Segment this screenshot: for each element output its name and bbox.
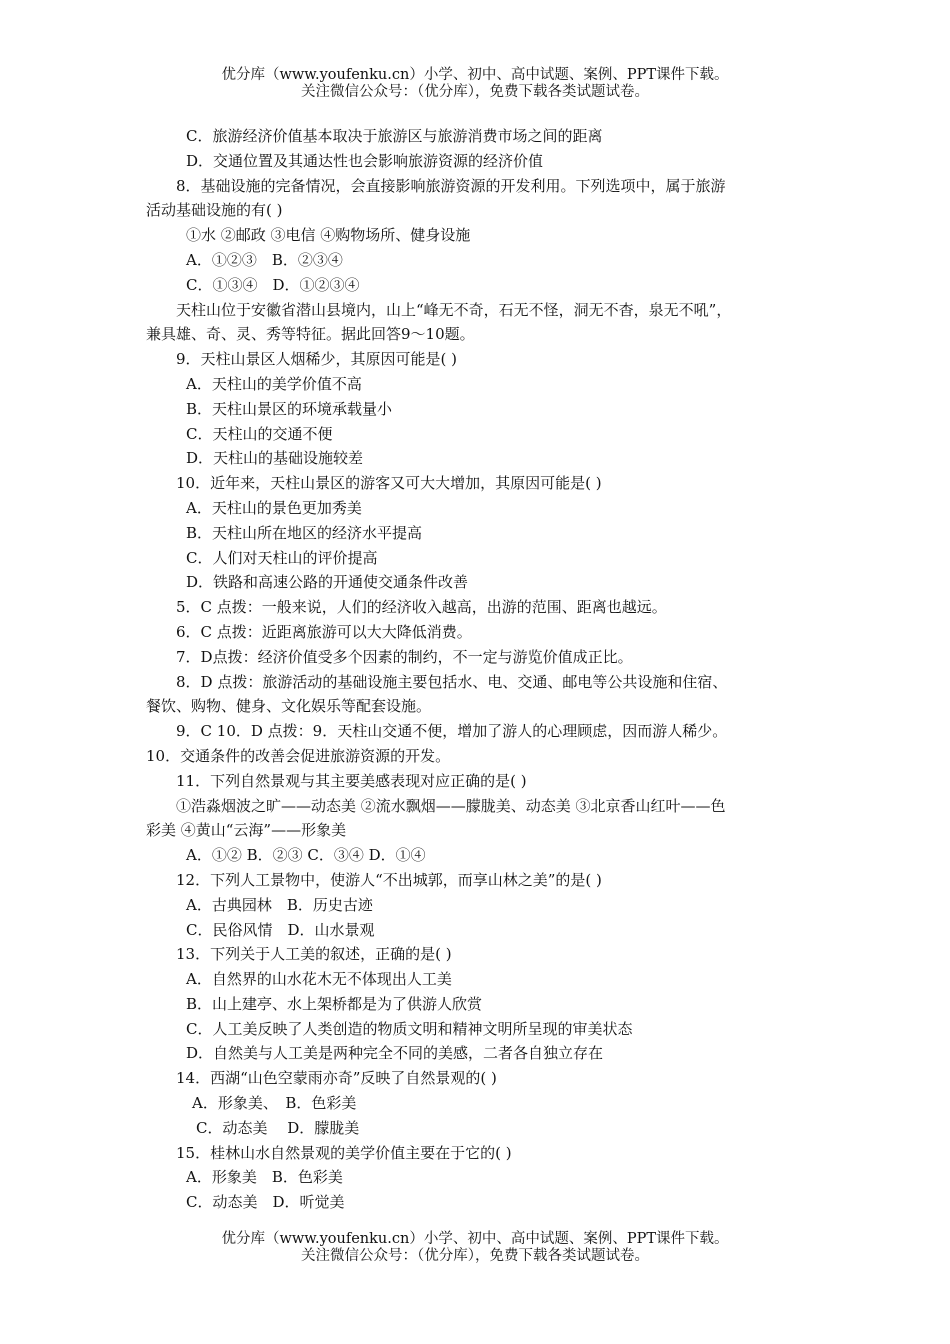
text-line: D．铁路和高速公路的开通使交通条件改善 [186, 573, 469, 592]
question-12: 12．下列人工景物中，使游人“不出城郭，而享山林之美”的是( ) [176, 870, 602, 889]
question-10: 10．近年来，天柱山景区的游客又可大大增加，其原因可能是( ) [176, 474, 602, 493]
text-line: A．古典园林 B．历史古迹 [186, 895, 373, 914]
page-footer [0, 1231, 950, 1265]
text-line: C．民俗风情 D．山水景观 [186, 920, 375, 939]
text-line: C．旅游经济价值基本取决于旅游区与旅游消费市场之间的距离 [186, 127, 603, 145]
text-line: A．天柱山的景色更加秀美 [186, 498, 362, 517]
text-line: D．交通位置及其通达性也会影响旅游资源的经济价值 [186, 151, 544, 170]
answer-line: 6．C 点拨：近距离旅游可以大大降低消费。 [176, 622, 472, 641]
text-line: B．天柱山景区的环境承载量小 [186, 399, 393, 418]
text-line: C．①③④ D．①②③④ [186, 275, 360, 294]
answer-line: 8．D 点拨：旅游活动的基础设施主要包括水、电、交通、邮电等公共设施和住宿、 [176, 672, 728, 691]
text-line: C．动态美 D．听觉美 [186, 1193, 345, 1212]
text-line: A．①② B．②③ C．③④ D．①④ [186, 846, 426, 865]
text-line: B．天柱山所在地区的经济水平提高 [186, 523, 423, 542]
answer-line: 7．D点拨：经济价值受多个因素的制约，不一定与游览价值成正比。 [176, 647, 633, 666]
answer-line: 餐饮、购物、健身、文化娱乐等配套设施。 [146, 697, 432, 716]
text-line: C．动态美 D．朦胧美 [196, 1118, 360, 1137]
answer-line: 9．C 10．D 点拨：9．天柱山交通不便，增加了游人的心理顾虑，因而游人稀少。 [176, 722, 728, 741]
text-line: D．天柱山的基础设施较差 [186, 449, 364, 468]
text-line: ①浩淼烟波之旷——动态美 ②流水飘烟——朦胧美、动态美 ③北京香山红叶——色 [176, 796, 726, 815]
answer-line: 5．C 点拨：一般来说，人们的经济收入越高，出游的范围、距离也越远。 [176, 598, 667, 617]
footer-line-1: 优分库（www.youfenku.cn）小学、初中、高中试题、案例、PPT课件下载。 [221, 1231, 729, 1247]
text-line: C．天柱山的交通不便 [186, 424, 333, 443]
text-line: A．天柱山的美学价值不高 [186, 374, 362, 393]
footer-line-2: 关注微信公众号：（优分库），免费下载各类试题试卷。 [301, 1248, 649, 1264]
text-line: 活动基础设施的有( ) [146, 201, 283, 220]
text-line: A．自然界的山水花木无不体现出人工美 [186, 970, 452, 989]
text-line: C．人们对天柱山的评价提高 [186, 548, 378, 567]
question-15: 15．桂林山水自然景观的美学价值主要在于它的( ) [176, 1143, 512, 1162]
document-body [146, 124, 826, 1215]
text-line: A．①②③ B．②③④ [186, 250, 343, 269]
page-header [0, 67, 950, 101]
question-9: 9．天柱山景区人烟稀少，其原因可能是( ) [176, 350, 458, 369]
question-8: 8．基础设施的完备情况，会直接影响旅游资源的开发利用。下列选项中，属于旅游 [176, 176, 726, 195]
text-line: B．山上建亭、水上架桥都是为了供游人欣赏 [186, 994, 483, 1013]
text-line: 彩美 ④黄山“云海”——形象美 [146, 821, 347, 840]
question-13: 13．下列关于人工美的叙述，正确的是( ) [176, 945, 452, 964]
text-line: D．自然美与人工美是两种完全不同的美感，二者各自独立存在 [186, 1044, 604, 1063]
header-line-2: 关注微信公众号：（优分库），免费下载各类试题试卷。 [301, 84, 649, 100]
answer-line: 10．交通条件的改善会促进旅游资源的开发。 [146, 746, 451, 765]
text-line: A．形象美 B．色彩美 [186, 1168, 343, 1187]
text-line: A．形象美、 B．色彩美 [192, 1094, 357, 1113]
text-line: ①水 ②邮政 ③电信 ④购物场所、健身设施 [186, 226, 471, 245]
text-line: C．人工美反映了人类创造的物质文明和精神文明所呈现的审美状态 [186, 1019, 633, 1038]
passage-text: 天柱山位于安徽省潜山县境内，山上“峰无不奇，石无不怪，洞无不杳，泉无不吼”， [176, 300, 732, 319]
header-line-1: 优分库（www.youfenku.cn）小学、初中、高中试题、案例、PPT课件下载。 [221, 67, 729, 83]
question-14: 14．西湖“山色空蒙雨亦奇”反映了自然景观的( ) [176, 1069, 497, 1088]
question-11: 11．下列自然景观与其主要美感表现对应正确的是( ) [176, 771, 527, 790]
passage-text: 兼具雄、奇、灵、秀等特征。据此回答9～10题。 [146, 325, 475, 344]
